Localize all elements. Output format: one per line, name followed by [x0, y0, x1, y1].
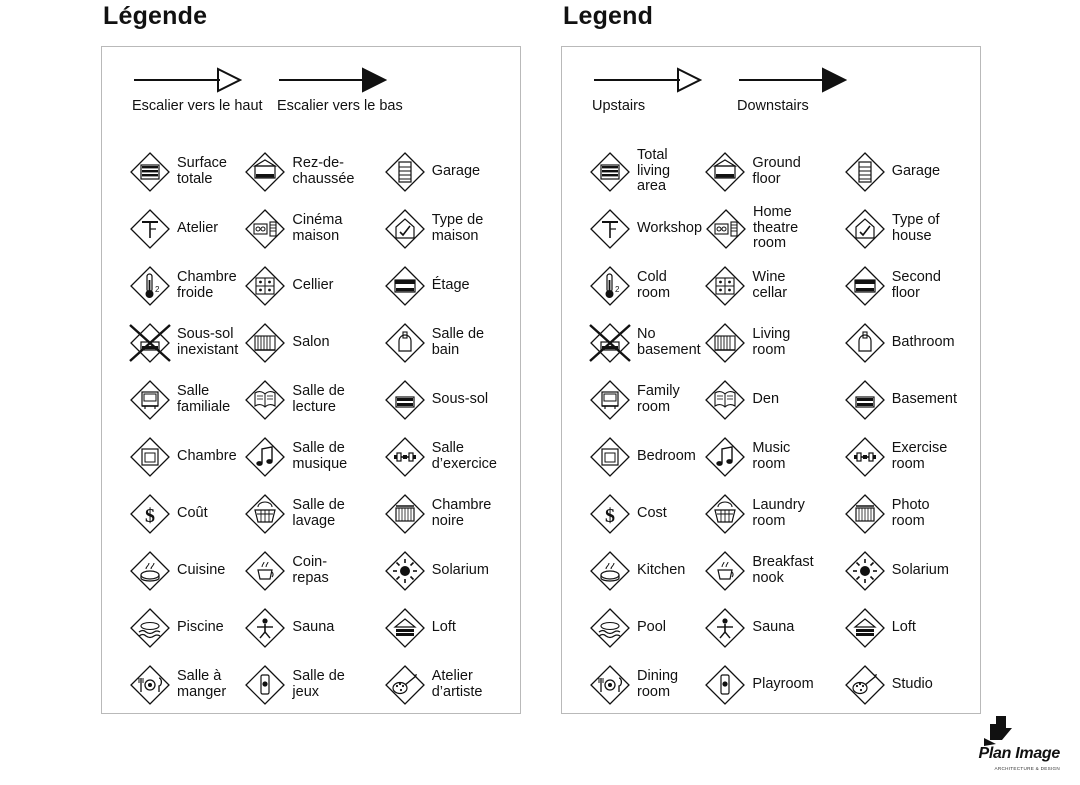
legend-item-label: Coût	[177, 504, 208, 521]
type-of-house-icon	[383, 207, 427, 251]
legend-item[interactable]	[841, 150, 980, 194]
stairs-down-label-en: Downstairs	[737, 98, 809, 114]
legend-item[interactable]	[701, 549, 840, 593]
legend-item[interactable]	[102, 606, 241, 650]
den-icon	[703, 378, 747, 422]
legend-item-label: Studio	[891, 675, 933, 692]
living-room-icon	[703, 321, 747, 365]
legend-item[interactable]	[701, 321, 840, 365]
exercise-room-icon	[843, 435, 887, 479]
legend-row	[562, 143, 980, 200]
legend-item[interactable]	[102, 663, 241, 707]
legend-panel-en	[561, 46, 981, 714]
sauna-icon	[703, 606, 747, 650]
legend-row	[102, 599, 520, 656]
ground-floor-icon	[243, 150, 287, 194]
legend-item[interactable]	[701, 150, 840, 194]
legend-row	[102, 371, 520, 428]
legend-item[interactable]	[381, 264, 520, 308]
legend-item-label: Salle de lavage	[292, 496, 345, 529]
solarium-icon	[843, 549, 887, 593]
svg-text:2: 2	[155, 284, 160, 294]
legend-item-label: Home theatre room	[753, 204, 799, 252]
legend-item[interactable]	[841, 663, 980, 707]
playroom-icon	[703, 663, 747, 707]
dining-room-icon	[588, 663, 632, 707]
garage-icon	[843, 150, 887, 194]
legend-row	[562, 599, 980, 656]
legend-item[interactable]	[102, 321, 241, 365]
total-living-area-icon	[128, 150, 172, 194]
legend-item[interactable]	[841, 606, 980, 650]
legend-row	[102, 314, 520, 371]
arrow-solid-right-icon	[737, 63, 847, 97]
second-floor-icon	[383, 264, 427, 308]
legend-item[interactable]	[562, 435, 701, 479]
legend-item[interactable]	[701, 492, 840, 536]
legend-item[interactable]	[241, 492, 380, 536]
legend-item[interactable]	[241, 378, 380, 422]
legend-item[interactable]	[381, 663, 520, 707]
legend-item[interactable]	[381, 378, 520, 422]
legend-item-label: Playroom	[752, 675, 814, 692]
legend-item[interactable]	[701, 435, 840, 479]
legend-item[interactable]	[562, 321, 701, 365]
arrow-outline-right-icon	[132, 63, 263, 97]
legend-item-label: Salle à manger	[177, 667, 227, 700]
legend-row	[102, 542, 520, 599]
legend-item-label: Chambre froide	[177, 268, 237, 301]
stairs-up-label-fr: Escalier vers le haut	[132, 98, 263, 114]
loft-icon	[843, 606, 887, 650]
basement-icon	[383, 378, 427, 422]
family-room-icon	[128, 378, 172, 422]
svg-text:$: $	[145, 504, 155, 527]
legend-item-label: Second floor	[891, 268, 941, 301]
home-theatre-icon	[704, 207, 748, 251]
svg-text:$: $	[605, 504, 615, 527]
legend-item[interactable]	[562, 606, 701, 650]
no-basement-icon	[128, 321, 172, 365]
cost-icon	[588, 492, 632, 536]
legend-row	[102, 257, 520, 314]
legend-item[interactable]	[701, 663, 840, 707]
legend-grid-fr	[102, 143, 520, 713]
stairs-down-label-fr: Escalier vers le bas	[277, 98, 403, 114]
legend-item-label: Cost	[637, 504, 667, 521]
type-of-house-icon	[843, 207, 887, 251]
legend-item-label: Chambre noire	[431, 496, 492, 529]
solarium-icon	[383, 549, 427, 593]
legend-item-label: Sous-sol	[431, 390, 489, 407]
stairs-up-block-en	[592, 63, 702, 115]
legend-item[interactable]	[562, 148, 701, 195]
legend-item[interactable]	[241, 549, 380, 593]
workshop-icon	[128, 207, 172, 251]
legend-item-label: Garage	[891, 162, 941, 179]
legend-item[interactable]	[102, 492, 241, 536]
laundry-room-icon	[703, 492, 747, 536]
legend-panel-fr	[101, 46, 521, 714]
legend-item-label: Bedroom	[637, 447, 696, 464]
legend-item-label: Family room	[637, 382, 680, 415]
wine-cellar-icon	[703, 264, 747, 308]
legend-item-label: Rez-de- chaussée	[292, 154, 355, 187]
second-floor-icon	[843, 264, 887, 308]
arrow-outline-right-icon	[592, 63, 702, 97]
legend-item[interactable]	[102, 264, 241, 308]
total-living-area-icon	[588, 150, 632, 194]
legend-item[interactable]	[102, 150, 241, 194]
ground-floor-icon	[703, 150, 747, 194]
legend-item[interactable]	[701, 606, 840, 650]
legend-row	[562, 485, 980, 542]
legend-item-label: Ground floor	[752, 154, 801, 187]
kitchen-icon	[128, 549, 172, 593]
stairs-up-label-en: Upstairs	[592, 98, 646, 114]
legend-item[interactable]	[841, 264, 980, 308]
logo-tagline: ARCHITECTURE & DESIGN	[994, 766, 1060, 771]
legend-row	[102, 656, 520, 713]
legend-item[interactable]	[241, 435, 380, 479]
legend-item-label: Garage	[431, 162, 481, 179]
legend-item[interactable]	[241, 321, 380, 365]
legend-item-label: Chambre	[177, 447, 237, 464]
living-room-icon	[243, 321, 287, 365]
legend-row	[102, 485, 520, 542]
legend-item[interactable]	[102, 207, 241, 251]
legend-item-label: Exercise room	[891, 439, 948, 472]
legend-item[interactable]	[841, 549, 980, 593]
legend-item-label: Salle de musique	[292, 439, 348, 472]
legend-item-label: Atelier	[177, 219, 219, 236]
legend-item-label: Breakfast nook	[752, 553, 814, 586]
legend-item[interactable]	[102, 378, 241, 422]
studio-icon	[843, 663, 887, 707]
music-room-icon	[703, 435, 747, 479]
legend-item-label: Loft	[891, 618, 916, 635]
arrow-solid-right-icon	[277, 63, 403, 97]
legend-item[interactable]	[841, 321, 980, 365]
legend-item-label: Salle familiale	[177, 382, 231, 415]
legend-item-label: Coin- repas	[292, 553, 329, 586]
legend-item-label: Solarium	[431, 561, 489, 578]
pool-icon	[588, 606, 632, 650]
legend-item[interactable]	[102, 549, 241, 593]
legend-item-label: Cuisine	[177, 561, 226, 578]
legend-item-label: Atelier d’artiste	[431, 667, 483, 700]
legend-row	[102, 200, 520, 257]
legend-item[interactable]	[381, 207, 520, 251]
legend-item-label: Workshop	[637, 219, 703, 236]
garage-icon	[383, 150, 427, 194]
legend-item-label: Type of house	[892, 211, 940, 244]
legend-item[interactable]	[381, 549, 520, 593]
logo-text: Plan Image	[978, 745, 1060, 762]
legend-item[interactable]	[381, 492, 520, 536]
legend-item-label: Wine cellar	[752, 268, 788, 301]
legend-row	[102, 143, 520, 200]
page-title-en: Legend	[563, 2, 654, 30]
loft-icon	[383, 606, 427, 650]
legend-item-label: Loft	[431, 618, 456, 635]
legend-item-label: Salle d’exercice	[431, 439, 497, 472]
studio-icon	[383, 663, 427, 707]
legend-item-label: Cold room	[637, 268, 671, 301]
legend-item-label: Salle de bain	[431, 325, 485, 358]
home-theatre-icon	[243, 207, 287, 251]
dining-room-icon	[128, 663, 172, 707]
bedroom-icon	[588, 435, 632, 479]
legend-row	[562, 542, 980, 599]
legend-item[interactable]	[562, 492, 701, 536]
bathroom-icon	[843, 321, 887, 365]
legend-row	[562, 656, 980, 713]
legend-item-label: Solarium	[891, 561, 949, 578]
cold-room-icon	[128, 264, 172, 308]
stairs-row-en	[562, 63, 980, 141]
legend-item-label: Music room	[752, 439, 791, 472]
legend-item[interactable]	[841, 378, 980, 422]
stairs-down-block-en	[737, 63, 847, 115]
legend-item[interactable]	[102, 435, 241, 479]
breakfast-nook-icon	[243, 549, 287, 593]
family-room-icon	[588, 378, 632, 422]
legend-item-label: Salle de lecture	[292, 382, 345, 415]
legend-row	[562, 200, 980, 257]
legend-item-label: Bathroom	[891, 333, 955, 350]
legend-item-label: Dining room	[637, 667, 679, 700]
stairs-down-block-fr	[277, 63, 403, 115]
music-room-icon	[243, 435, 287, 479]
legend-item-label: Pool	[637, 618, 667, 635]
legend-item-label: Kitchen	[637, 561, 686, 578]
legend-item-label: Sous-sol inexistant	[177, 325, 239, 358]
pool-icon	[128, 606, 172, 650]
planimage-logo	[948, 723, 1068, 773]
legend-item-label: Étage	[431, 276, 470, 293]
legend-item[interactable]	[562, 663, 701, 707]
legend-item[interactable]	[241, 150, 380, 194]
legend-row	[562, 314, 980, 371]
page-title-fr: Légende	[103, 2, 208, 30]
den-icon	[243, 378, 287, 422]
legend-item[interactable]	[241, 207, 380, 251]
cold-room-icon	[588, 264, 632, 308]
legend-item[interactable]	[241, 606, 380, 650]
legend-item[interactable]	[701, 264, 840, 308]
legend-grid-en	[562, 143, 980, 713]
legend-item-label: Piscine	[177, 618, 224, 635]
legend-item[interactable]	[381, 435, 520, 479]
legend-item-label: Laundry room	[752, 496, 805, 529]
wine-cellar-icon	[243, 264, 287, 308]
legend-item[interactable]	[841, 207, 980, 251]
legend-item-label: Type de maison	[431, 211, 484, 244]
legend-item[interactable]	[841, 435, 980, 479]
legend-item-label: Photo room	[891, 496, 930, 529]
legend-row	[562, 428, 980, 485]
breakfast-nook-icon	[703, 549, 747, 593]
legend-item[interactable]	[381, 150, 520, 194]
legend-item-label: Total living area	[637, 147, 671, 195]
legend-item-label: Sauna	[292, 618, 335, 635]
legend-item[interactable]	[562, 264, 701, 308]
bathroom-icon	[383, 321, 427, 365]
playroom-icon	[243, 663, 287, 707]
basement-icon	[843, 378, 887, 422]
legend-item-label: Basement	[891, 390, 958, 407]
laundry-room-icon	[243, 492, 287, 536]
legend-item-label: Cellier	[292, 276, 334, 293]
cost-icon	[128, 492, 172, 536]
legend-item[interactable]	[562, 549, 701, 593]
legend-item[interactable]	[381, 321, 520, 365]
legend-item-label: Sauna	[752, 618, 795, 635]
legend-item[interactable]	[562, 378, 701, 422]
legend-item[interactable]	[562, 207, 702, 251]
stairs-row-fr	[102, 63, 520, 141]
no-basement-icon	[588, 321, 632, 365]
legend-item[interactable]	[241, 264, 380, 308]
legend-item[interactable]	[381, 606, 520, 650]
legend-item-label: No basement	[637, 325, 701, 358]
legend-item[interactable]	[841, 492, 980, 536]
legend-item-label: Living room	[752, 325, 791, 358]
sauna-icon	[243, 606, 287, 650]
legend-item[interactable]	[702, 205, 841, 252]
workshop-icon	[588, 207, 632, 251]
legend-item-label: Cinéma maison	[292, 211, 343, 244]
legend-row	[562, 257, 980, 314]
legend-item-label: Salon	[292, 333, 330, 350]
legend-row	[562, 371, 980, 428]
legend-item-label: Surface totale	[177, 154, 227, 187]
kitchen-icon	[588, 549, 632, 593]
legend-item-label: Salle de jeux	[292, 667, 345, 700]
legend-row	[102, 428, 520, 485]
stairs-up-block-fr	[132, 63, 263, 115]
legend-item[interactable]	[701, 378, 840, 422]
photo-room-icon	[843, 492, 887, 536]
svg-text:2: 2	[615, 284, 620, 294]
photo-room-icon	[383, 492, 427, 536]
exercise-room-icon	[383, 435, 427, 479]
bedroom-icon	[128, 435, 172, 479]
legend-item-label: Den	[752, 390, 780, 407]
legend-item[interactable]	[241, 663, 380, 707]
